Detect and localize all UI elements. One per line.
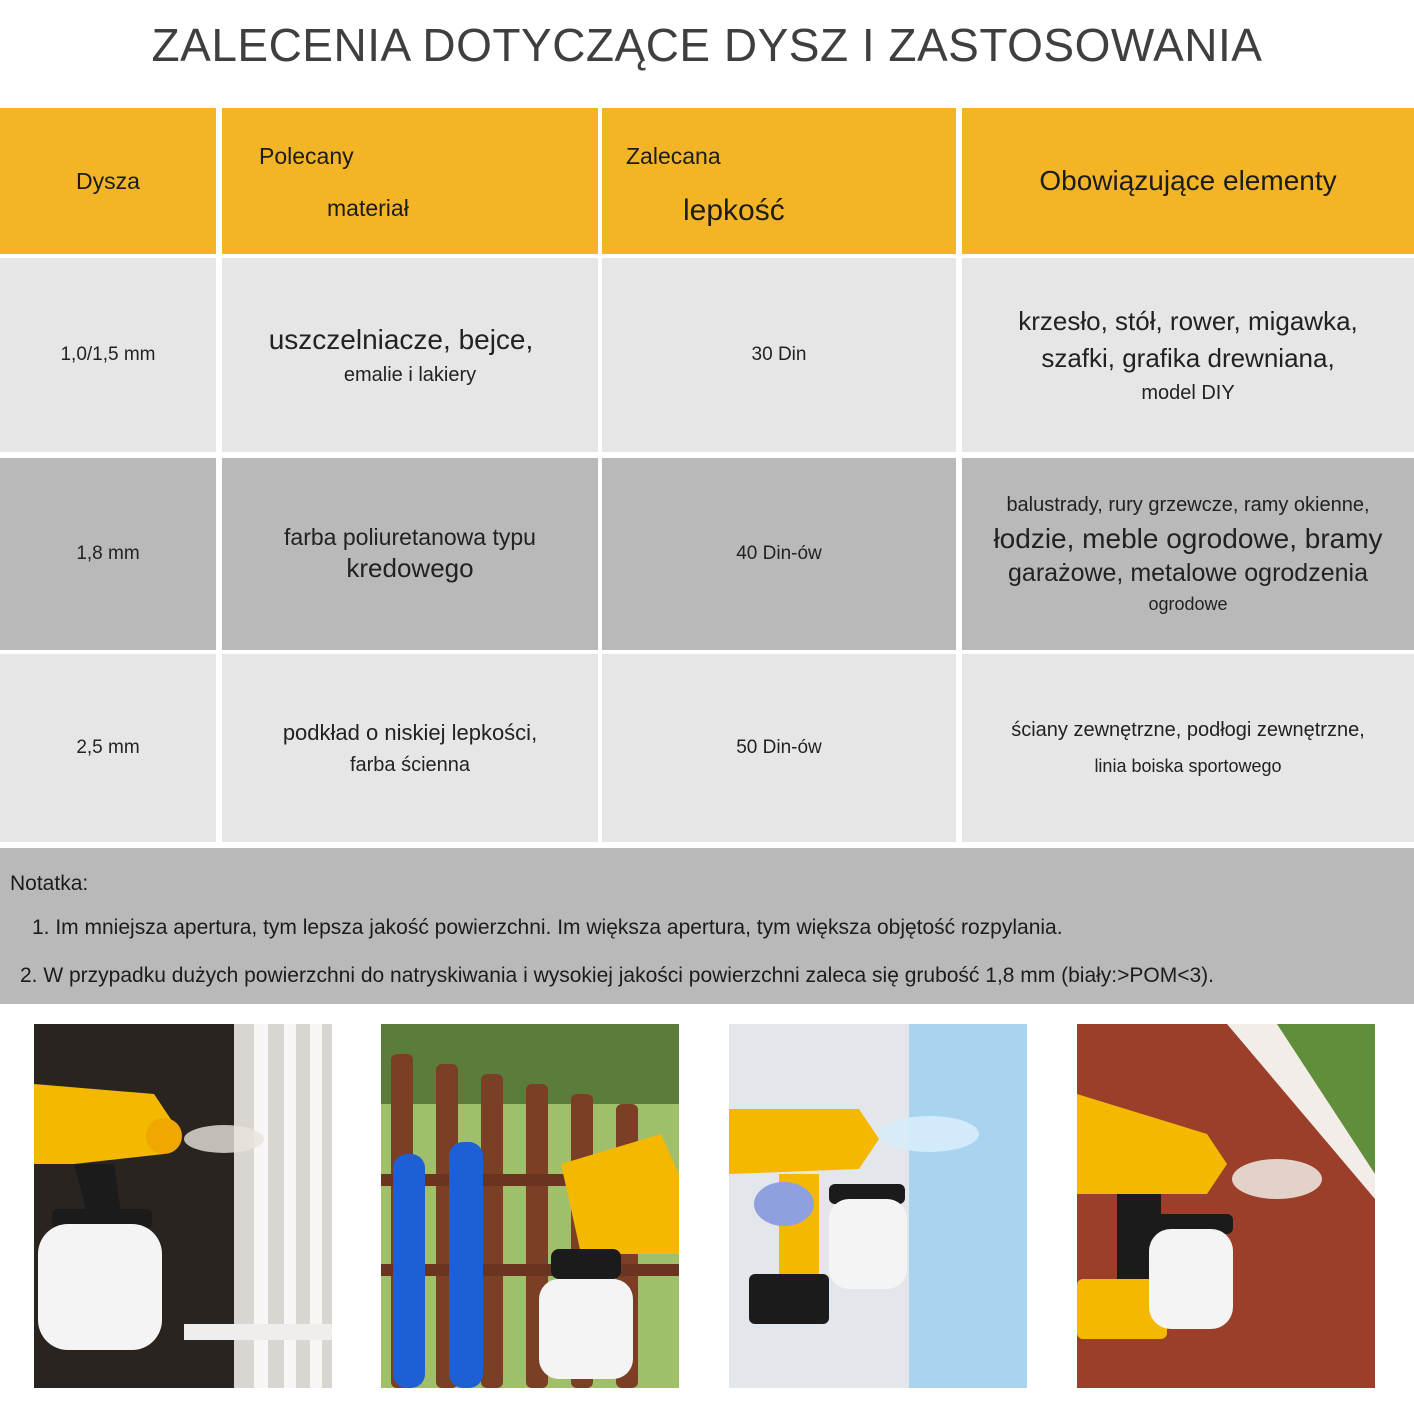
- row2-nozzle-value: 1,8 mm: [76, 543, 140, 564]
- row3-items: [962, 654, 1414, 842]
- row3-material-line1: podkład o niskiej lepkości,: [282, 719, 538, 745]
- page-title: ZALECENIA DOTYCZĄCE DYSZ I ZASTOSOWANIA: [151, 19, 1263, 71]
- header-viscosity-line2: lepkość: [683, 194, 785, 227]
- row2-material-line1: farba poliuretanowa typu: [284, 524, 536, 550]
- header-material-line1: Polecany: [259, 143, 354, 169]
- row1-material-line1: uszczelniacze, bejce,: [268, 323, 534, 355]
- row2-viscosity: [602, 458, 956, 650]
- photo-track: [1077, 1024, 1375, 1388]
- header-material-line2: materiał: [327, 195, 409, 221]
- row2-material-line2: kredowego: [346, 553, 474, 583]
- row2-items-line2: łodzie, meble ogrodowe, bramy: [993, 522, 1383, 554]
- note-2: 2. W przypadku dużych powierzchni do natryskiwania i wysokiej jakości powierzchni zaleca się grubość 1,8 mm (biały:>POM<3).: [20, 964, 1214, 987]
- header-nozzle-label: Dysza: [76, 167, 140, 194]
- note-1: 1. Im mniejsza apertura, tym lepsza jakość powierzchni. Im większa apertura, tym większa objętość rozpylania.: [32, 916, 1063, 939]
- row3-nozzle: [0, 654, 216, 842]
- row3-material: [222, 654, 598, 842]
- row3-material-line2: farba ścienna: [349, 753, 471, 776]
- row3-viscosity-value: 50 Din-ów: [736, 737, 822, 758]
- header-viscosity: [602, 108, 956, 254]
- header-material: [222, 108, 598, 254]
- row1-material: [222, 258, 598, 452]
- row2-items: [962, 458, 1414, 650]
- row2-nozzle: [0, 458, 216, 650]
- row1-viscosity-value: 30 Din: [751, 344, 807, 365]
- notes-box: [0, 848, 1414, 1004]
- photo-wall: [729, 1024, 1027, 1388]
- header-items-label: Obowiązujące elementy: [1039, 165, 1337, 196]
- notes-label: Notatka:: [10, 872, 89, 895]
- row1-items-line2: szafki, grafika drewniana,: [1041, 342, 1335, 373]
- row1-nozzle-value: 1,0/1,5 mm: [60, 344, 156, 365]
- row1-items: [962, 258, 1414, 452]
- row1-material-line2: emalie i lakiery: [343, 363, 477, 386]
- row2-viscosity-value: 40 Din-ów: [736, 543, 822, 564]
- row1-items-line3: model DIY: [1141, 381, 1235, 404]
- row3-items-line1: ściany zewnętrzne, podłogi zewnętrzne,: [1011, 719, 1365, 741]
- row3-nozzle-value: 2,5 mm: [76, 737, 140, 758]
- row1-nozzle: [0, 258, 216, 452]
- header-viscosity-line1: Zalecana: [626, 143, 721, 169]
- row2-items-line4: ogrodowe: [1148, 593, 1228, 614]
- row2-items-line3: garażowe, metalowe ogrodzenia: [1008, 558, 1368, 587]
- row3-viscosity: [602, 654, 956, 842]
- row1-viscosity: [602, 258, 956, 452]
- header-items: [962, 108, 1414, 254]
- row3-items-line2: linia boiska sportowego: [1094, 756, 1282, 776]
- photo-fence: [381, 1024, 679, 1388]
- row2-material: [222, 458, 598, 650]
- photo-chair: [34, 1024, 332, 1388]
- row2-items-line1: balustrady, rury grzewcze, ramy okienne,: [1006, 493, 1370, 516]
- header-nozzle: [0, 108, 216, 254]
- row1-items-line1: krzesło, stół, rower, migawka,: [1018, 305, 1358, 336]
